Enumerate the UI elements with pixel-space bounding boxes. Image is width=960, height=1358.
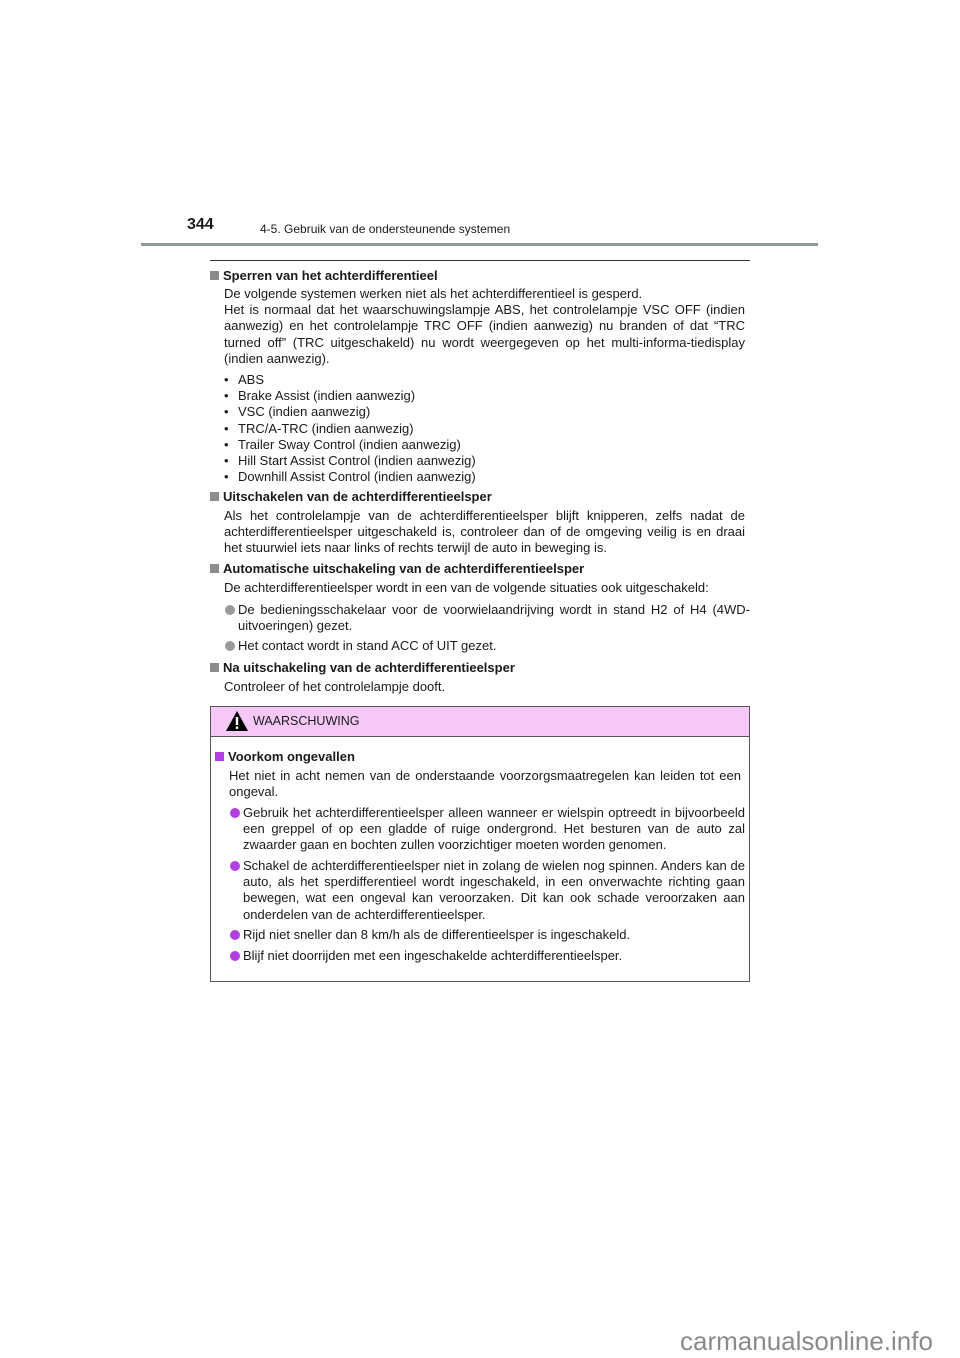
page-number: 344 [187,216,214,233]
warning-item: Rijd niet sneller dan 8 km/h als de differentieelsper is ingeschakeld. [229,927,745,943]
paragraph [224,286,745,367]
paragraph: Controleer of het controlelampje dooft. [224,679,446,694]
paragraph: Als het controlelampje van de achterdifferentieelsper blijft knipperen, zelfs nadat de achterdifferentieelsper uitgeschakeld is, controleer dan of de omgeving veilig is en draai het stuurwiel iets naar links of rechts terwijl de auto in beweging is. [224,508,745,556]
warning-paragraph: Het niet in acht nemen van de onderstaande voorzorgsmaatregelen kan leiden tot een ongeval. [229,768,741,800]
heading-text: Uitschakelen van de achterdifferentieelsper [223,489,492,504]
warning-item: Schakel de achterdifferentieelsper niet in zolang de wielen nog spinnen. Anders kan de auto, als het sperdifferentieel wordt ingeschakeld, in een onverwachte richting gaan bewegen, wat een ongeval kan veroorzaken. Dit kan ook schade veroorzaken aan onderdelen van de achterdifferentieelsper. [229,858,745,923]
section-heading [210,268,438,284]
warning-heading [215,749,355,765]
heading-text: Voorkom ongevallen [228,749,355,764]
paragraph: De achterdifferentieelsper wordt in een van de volgende situaties ook uitgeschakeld: [224,580,709,595]
list-item: • ABS [224,372,476,388]
dot-item: De bedieningsschakelaar voor de voorwielaandrijving wordt in stand H2 of H4 (4WD-uitvoeringen) gezet. [224,602,750,634]
square-bullet-icon [210,663,219,672]
paragraph-text: Het is normaal dat het waarschuwingslampje ABS, het controlelampje VSC OFF (indien aanwezig) en het controlelampje TRC OFF (indien aanwezig) nu branden of dat “TRC turned off” (TRC uitgeschakeld) nu wordt weergegeven op het multi-informa-tiedisplay (indien aanwezig). [224,302,745,366]
square-bullet-icon [210,564,219,573]
section-divider [210,260,750,261]
square-bullet-icon [210,492,219,501]
warning-title: WAARSCHUWING [253,714,360,728]
warning-box [210,706,750,982]
heading-text: Automatische uitschakeling van de achterdifferentieelsper [223,561,585,576]
paragraph-line: De volgende systemen werken niet als het achterdifferentieel is gesperd. [224,286,643,301]
square-bullet-icon [210,271,219,280]
header-rule [141,243,818,246]
section-title: 4-5. Gebruik van de ondersteunende systemen [260,222,511,236]
section-heading [210,561,584,577]
warning-header [211,707,749,737]
dot-item: Het contact wordt in stand ACC of UIT gezet. [224,638,750,654]
watermark: carmanualsonline.info [680,1326,933,1356]
warning-item: Gebruik het achterdifferentieelsper alleen wanneer er wielspin optreedt in bijvoorbeeld een greppel of op een gladde of ruige ondergrond. Het besturen van de auto zal zwaarder gaan en bochten zullen voorzichtiger moeten worden genomen. [229,805,745,854]
list-item: • VSC (indien aanwezig) [224,404,476,420]
section-heading [210,489,492,505]
heading-text: Sperren van het achterdifferentieel [223,268,438,283]
section-heading [210,660,515,676]
list-item: • Trailer Sway Control (indien aanwezig) [224,437,476,453]
list-item: • Downhill Assist Control (indien aanwezig) [224,469,476,485]
list-item: • TRC/A-TRC (indien aanwezig) [224,421,476,437]
square-bullet-icon [215,752,224,761]
list-item: • Brake Assist (indien aanwezig) [224,388,476,404]
list-item: • Hill Start Assist Control (indien aanwezig) [224,453,476,469]
system-list [224,372,476,485]
heading-text: Na uitschakeling van de achterdifferentieelsper [223,660,515,675]
warning-triangle-icon [225,710,249,732]
warning-item: Blijf niet doorrijden met een ingeschakelde achterdifferentieelsper. [229,948,745,964]
